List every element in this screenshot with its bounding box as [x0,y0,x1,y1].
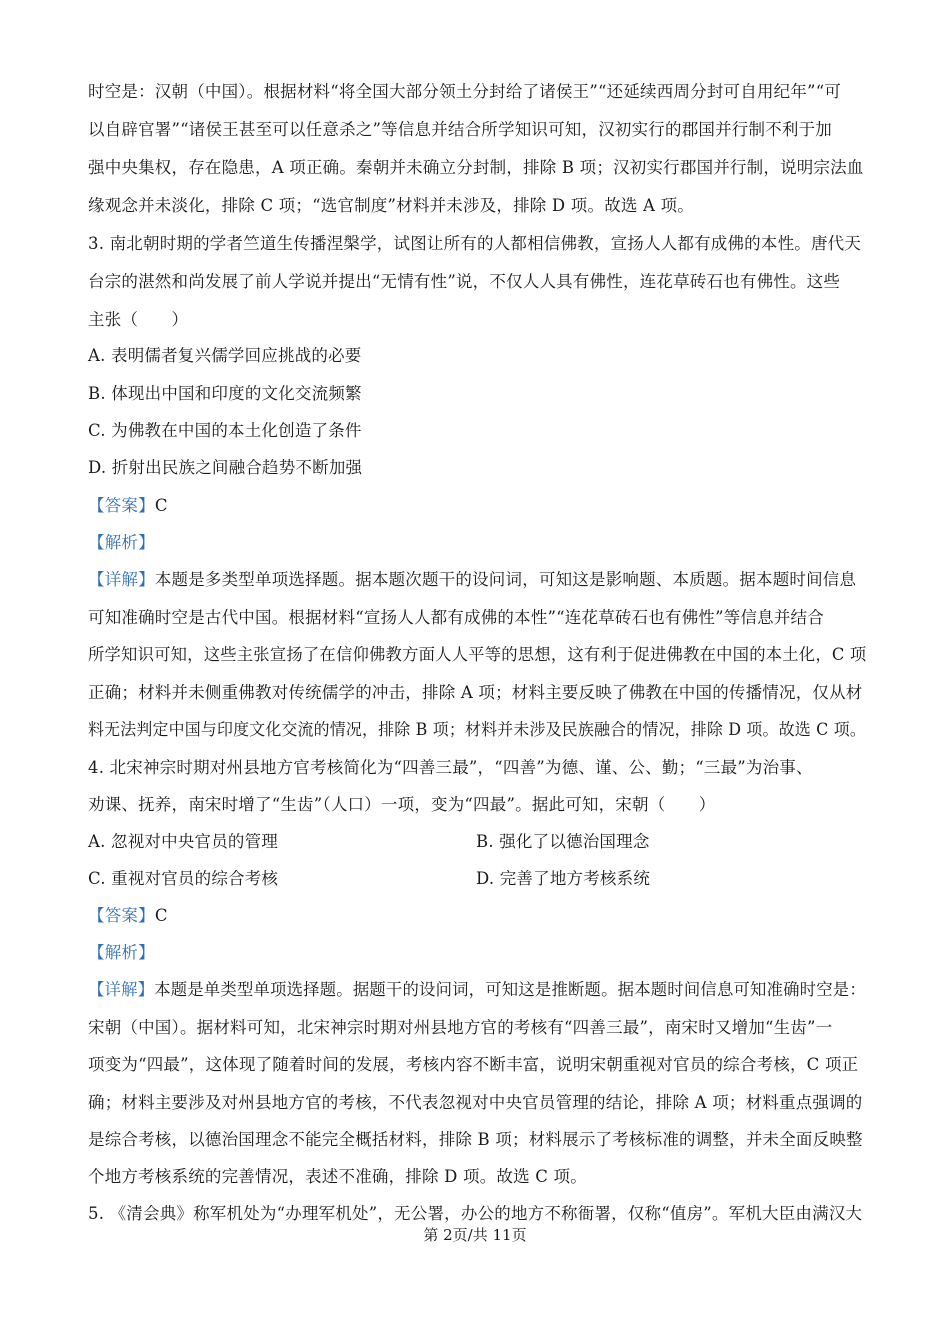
detail-label: 【详解】 [88,570,155,589]
question-3-detail [88,570,863,590]
question-4-option-d: D. 完善了地方考核系统 [476,869,651,888]
question-3-detail: 所学知识可知，这些主张宣扬了在信仰佛教方面人人平等的思想，这有利于促进佛教在中国的本土化，C 项 [88,645,867,664]
answer-value: C [154,496,168,515]
question-4-stem: 4. 北宋神宗时期对州县地方官考核简化为“四善三最”，“四善”为德、谨、公、勤；“三最”为治事、 [88,758,813,777]
question-4-answer [88,906,863,926]
answer-value: C [154,906,168,925]
answer-label: 【答案】 [88,906,155,925]
text-line: 强中央集权，存在隐患，A 项正确。秦朝并未确立分封制，排除 B 项；汉初实行郡国并行制，说明宗法血 [88,158,864,177]
question-4-stem: 劝课、抚养，南宋时增了“生齿”（人口）一项，变为“四最”。据此可知，宋朝（ ） [88,795,716,814]
question-4-detail: 项变为“四最”，这体现了随着时间的发展，考核内容不断丰富，说明宋朝重视对官员的综合考核，C 项正 [88,1055,859,1074]
question-3-detail: 可知准确时空是古代中国。根据材料“宣扬人人都有成佛的本性”“连花草砖石也有佛性”等信息并结合 [88,608,824,627]
question-3-detail: 料无法判定中国与印度文化交流的情况，排除 B 项；材料并未涉及民族融合的情况，排除 D 项。故选 C 项。 [88,720,867,739]
question-3-option-c: C. 为佛教在中国的本土化创造了条件 [88,421,362,440]
question-3-detail: 正确；材料并未侧重佛教对传统儒学的冲击，排除 A 项；材料主要反映了佛教在中国的传播情况，仅从材 [88,683,863,702]
question-4-option-c: C. 重视对官员的综合考核 [88,869,279,888]
question-4-option-b: B. 强化了以德治国理念 [476,832,650,851]
question-3-stem: 台宗的湛然和尚发展了前人学说并提出“无情有性”说，不仅人人具有佛性，连花草砖石也有佛性。这些 [88,272,841,291]
question-4-detail [88,980,866,1000]
question-3-option-a: A. 表明儒者复兴儒学回应挑战的必要 [88,346,362,365]
question-4-detail: 确；材料主要涉及对州县地方官的考核，不代表忽视对中央官员管理的结论，排除 A 项；材料重点强调的 [88,1093,863,1112]
question-4-option-a: A. 忽视对中央官员的管理 [88,832,279,851]
question-4-detail: 是综合考核，以德治国理念不能完全概括材料，排除 B 项；材料展示了考核标准的调整，并未全面反映整 [88,1130,863,1149]
answer-label: 【答案】 [88,496,155,515]
question-4-detail: 个地方考核系统的完善情况，表述不准确，排除 D 项。故选 C 项。 [88,1167,587,1186]
page-number: 第 2页/共 11页 [423,1226,527,1244]
question-3-option-d: D. 折射出民族之间融合趋势不断加强 [88,458,363,477]
text-line: 时空是：汉朝（中国）。根据材料“将全国大部分领土分封给了诸侯王”“还延续西周分封可自用纪年”“可 [88,82,842,101]
text-line: 缘观念并未淡化，排除 C 项；“选官制度”材料并未涉及，排除 D 项。故选 A 项。 [88,196,695,215]
detail-text: 本题是多类型单项选择题。据本题次题干的设问词，可知这是影响题、本质题。据本题时间信息 [154,570,857,589]
question-4-detail: 宋朝（中国）。据材料可知，北宋神宗时期对州县地方官的考核有“四善三最”，南宋时又增加“生齿”一 [88,1018,833,1037]
question-4-analysis-label: 【解析】 [88,943,155,962]
text-line: 以自辟官署”“诸侯王甚至可以任意杀之”等信息并结合所学知识可知，汉初实行的郡国并行制不利于加 [88,120,833,139]
question-3-analysis-label: 【解析】 [88,533,155,552]
question-3-stem: 3. 南北朝时期的学者竺道生传播涅槃学，试图让所有的人都相信佛教，宣扬人人都有成佛的本性。唐代天 [88,234,862,253]
question-3-stem: 主张（ ） [88,310,189,329]
detail-label: 【详解】 [88,980,155,999]
question-3-option-b: B. 体现出中国和印度的文化交流频繁 [88,384,362,403]
detail-text: 本题是单类型单项选择题。据题干的设问词，可知这是推断题。据本题时间信息可知准确时空是： [154,980,866,999]
question-5-stem: 5. 《清会典》称军机处为“办理军机处”，无公署，办公的地方不称衙署，仅称“值房”。军机大臣由满汉大 [88,1204,863,1223]
question-3-answer [88,496,863,516]
